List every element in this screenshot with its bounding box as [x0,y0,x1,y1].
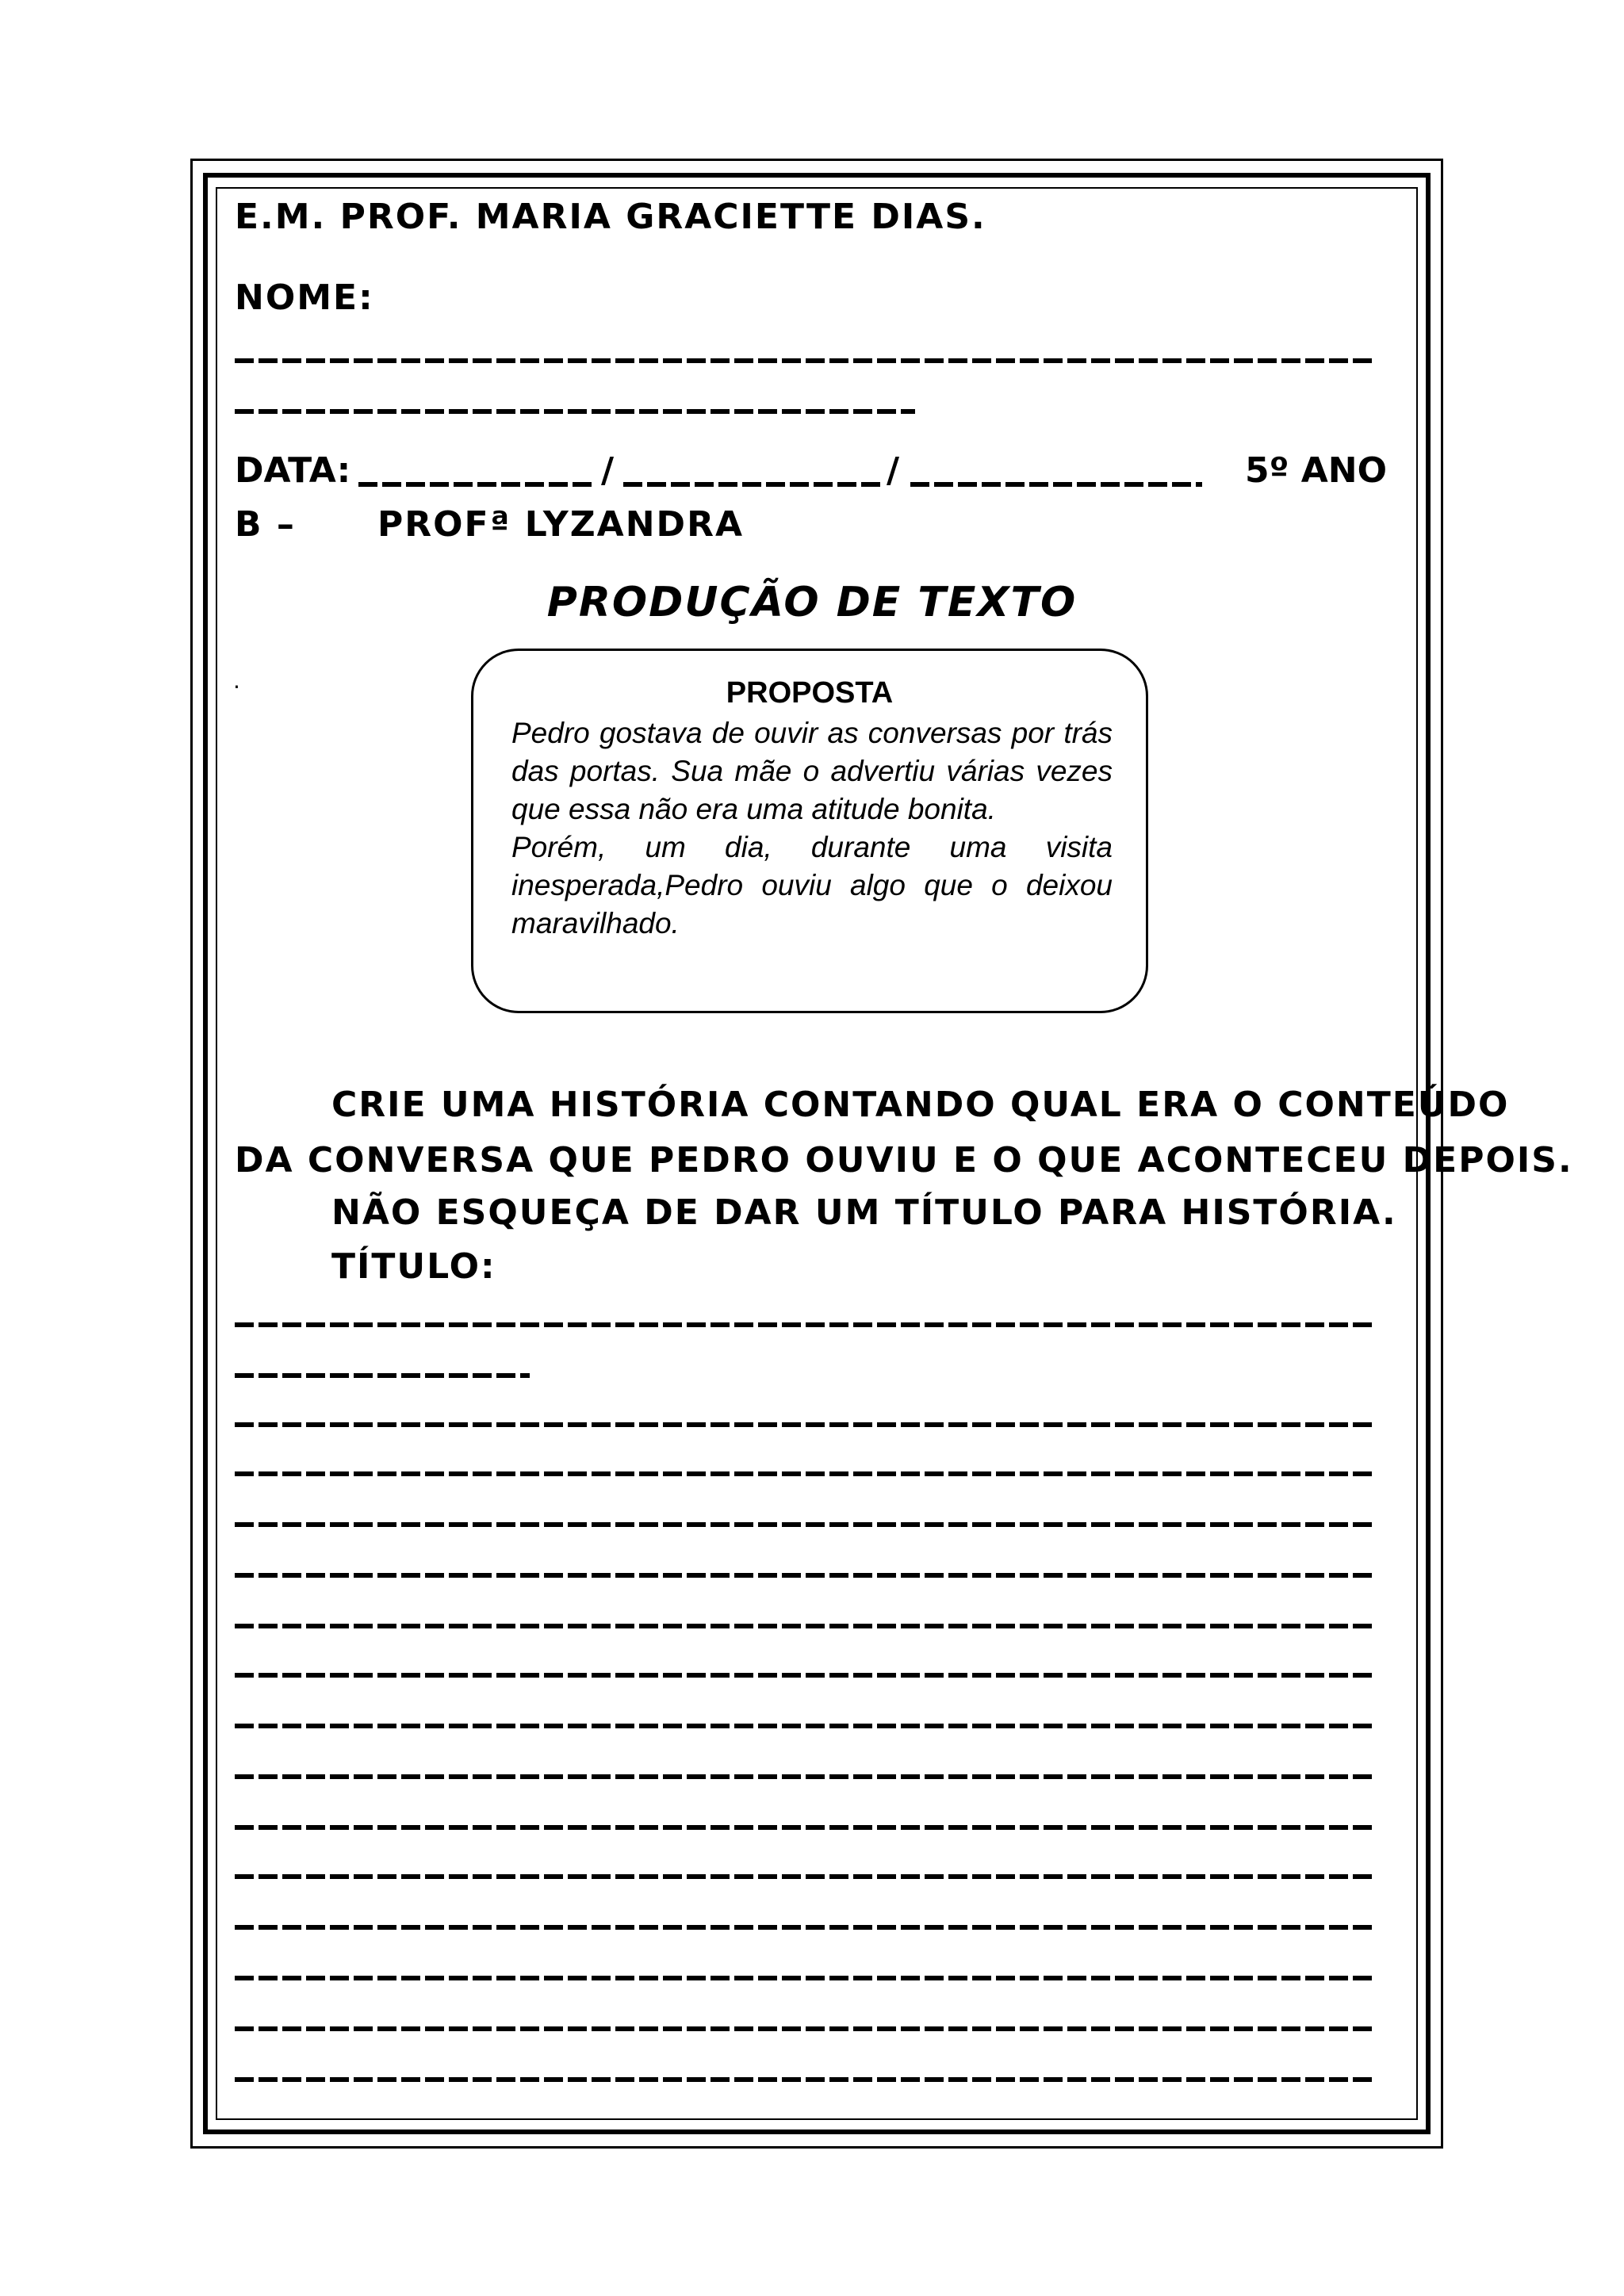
writing-line-7[interactable] [235,1624,1377,1628]
page-title: PRODUÇÃO DE TEXTO [546,579,1078,626]
school-name: E.M. PROF. MARIA GRACIETTE DIAS. [235,197,986,237]
proposta-paragraph-1: Pedro gostava de ouvir as conversas por trás das portas. Sua mãe o advertiu várias vezes que essa não era uma atitude bonita. [511,717,1113,825]
writing-line-16[interactable] [235,2077,1377,2082]
turma-label: B – [235,504,296,545]
date-slash-2: / [887,450,900,491]
nome-label: NOME: [235,277,374,318]
date-row [235,450,1392,498]
writing-line-12[interactable] [235,1874,1377,1879]
writing-line-10[interactable] [235,1774,1377,1779]
writing-line-8[interactable] [235,1673,1377,1678]
writing-line-3[interactable] [235,1422,1377,1427]
writing-line-15[interactable] [235,2026,1377,2031]
writing-line-9[interactable] [235,1724,1377,1728]
date-year-blank[interactable] [910,482,1202,487]
proposta-text [511,714,1113,943]
writing-line-11[interactable] [235,1825,1377,1830]
proposta-heading: PROPOSTA [726,676,894,710]
proposta-box [471,649,1148,1013]
data-label: DATA: [235,450,351,491]
stray-dot: . [233,668,240,694]
instruction-line-2: DA CONVERSA QUE PEDRO OUVIU E O QUE ACONTECEU DEPOIS. [235,1140,1573,1181]
titulo-label: TÍTULO: [331,1246,496,1287]
writing-line-5[interactable] [235,1522,1377,1527]
proposta-paragraph-2: Porém, um dia, durante uma visita inesperada,Pedro ouviu algo que o deixou maravilhado. [511,831,1113,939]
writing-line-1[interactable] [235,1322,1377,1327]
instruction-line-1: CRIE UMA HISTÓRIA CONTANDO QUAL ERA O CONTEÚDO [331,1085,1510,1125]
writing-line-4[interactable] [235,1471,1377,1476]
nome-line-2[interactable] [235,409,915,414]
writing-line-2[interactable] [235,1373,530,1378]
professora-name: PROFª LYZANDRA [377,504,745,545]
writing-line-13[interactable] [235,1925,1377,1930]
date-slash-1: / [601,450,615,491]
ano-label: 5º ANO [1245,450,1388,491]
nome-line-1[interactable] [235,358,1377,363]
writing-line-14[interactable] [235,1976,1377,1980]
date-day-blank[interactable] [358,482,596,487]
instruction-line-3: NÃO ESQUEÇA DE DAR UM TÍTULO PARA HISTÓRIA. [331,1192,1397,1233]
date-month-blank[interactable] [623,482,882,487]
writing-line-6[interactable] [235,1573,1377,1578]
